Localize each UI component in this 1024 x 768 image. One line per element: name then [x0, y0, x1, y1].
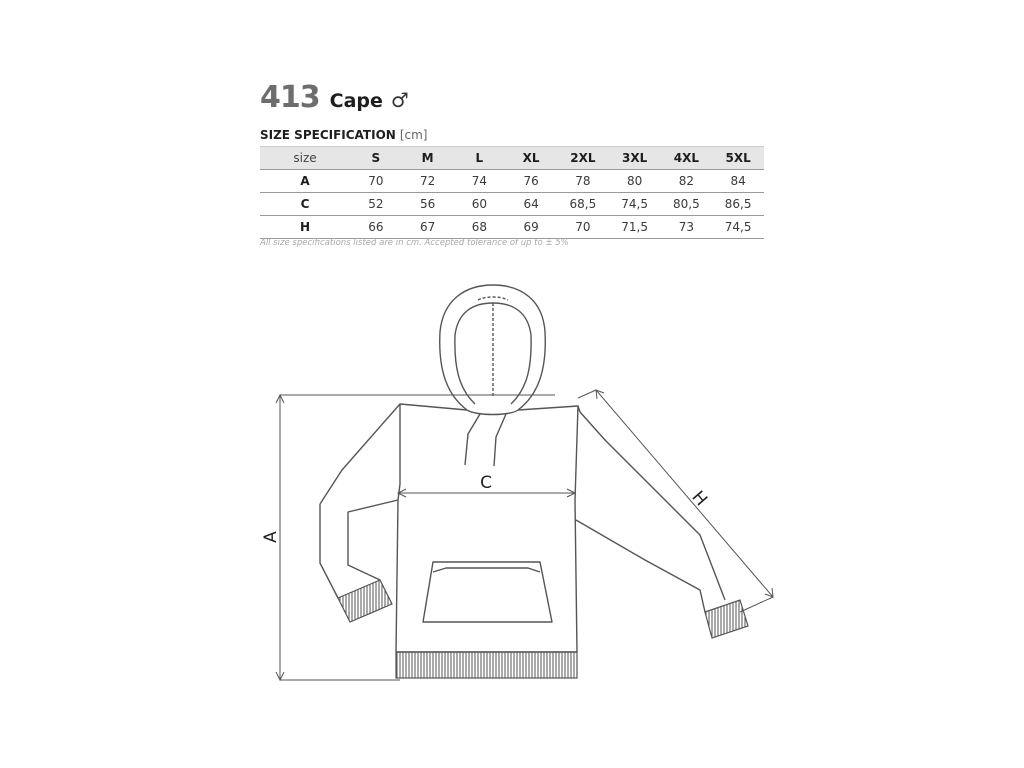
table-cell: 66: [350, 216, 402, 239]
spec-heading-text: SIZE SPECIFICATION: [260, 128, 396, 142]
table-cell: 69: [505, 216, 557, 239]
table-cell: 84: [712, 170, 764, 193]
size-header-cell: S: [350, 147, 402, 170]
hoodie-ribbing: [338, 580, 748, 678]
table-cell: 80,5: [661, 193, 713, 216]
tolerance-note: All size specifications listed are in cm. Accepted tolerance of up to ± 5%: [260, 238, 569, 248]
table-cell: 70: [557, 216, 609, 239]
table-cell: 64: [505, 193, 557, 216]
product-name: Cape: [329, 90, 383, 112]
table-cell: 74: [454, 170, 506, 193]
table-cell: 68,5: [557, 193, 609, 216]
table-cell: 76: [505, 170, 557, 193]
male-symbol-icon: ♂: [390, 88, 409, 112]
table-cell: 56: [402, 193, 454, 216]
dimension-label-c: C: [480, 473, 492, 493]
size-header-cell: 5XL: [712, 147, 764, 170]
row-label: A: [260, 170, 350, 193]
size-header-cell: M: [402, 147, 454, 170]
table-cell: 86,5: [712, 193, 764, 216]
table-cell: 73: [661, 216, 713, 239]
table-cell: 52: [350, 193, 402, 216]
product-code: 413: [260, 80, 320, 115]
table-cell: 82: [661, 170, 713, 193]
dimension-label-h: H: [687, 487, 711, 511]
dimension-a: [276, 395, 555, 680]
row-label: C: [260, 193, 350, 216]
size-header-cell: 3XL: [609, 147, 661, 170]
table-cell: 67: [402, 216, 454, 239]
table-cell: 80: [609, 170, 661, 193]
spec-heading-unit: [cm]: [399, 128, 428, 142]
table-cell: 71,5: [609, 216, 661, 239]
dimension-h: [578, 390, 773, 612]
table-cell: 78: [557, 170, 609, 193]
row-label: H: [260, 216, 350, 239]
table-cell: 74,5: [712, 216, 764, 239]
size-header-cell: L: [454, 147, 506, 170]
size-header-cell: 2XL: [557, 147, 609, 170]
size-column-label: size: [260, 147, 350, 170]
table-cell: 60: [454, 193, 506, 216]
size-header-cell: XL: [505, 147, 557, 170]
table-cell: 72: [402, 170, 454, 193]
table-cell: 70: [350, 170, 402, 193]
size-header-cell: 4XL: [661, 147, 713, 170]
table-cell: 74,5: [609, 193, 661, 216]
table-cell: 68: [454, 216, 506, 239]
dimension-label-a: A: [261, 531, 281, 543]
